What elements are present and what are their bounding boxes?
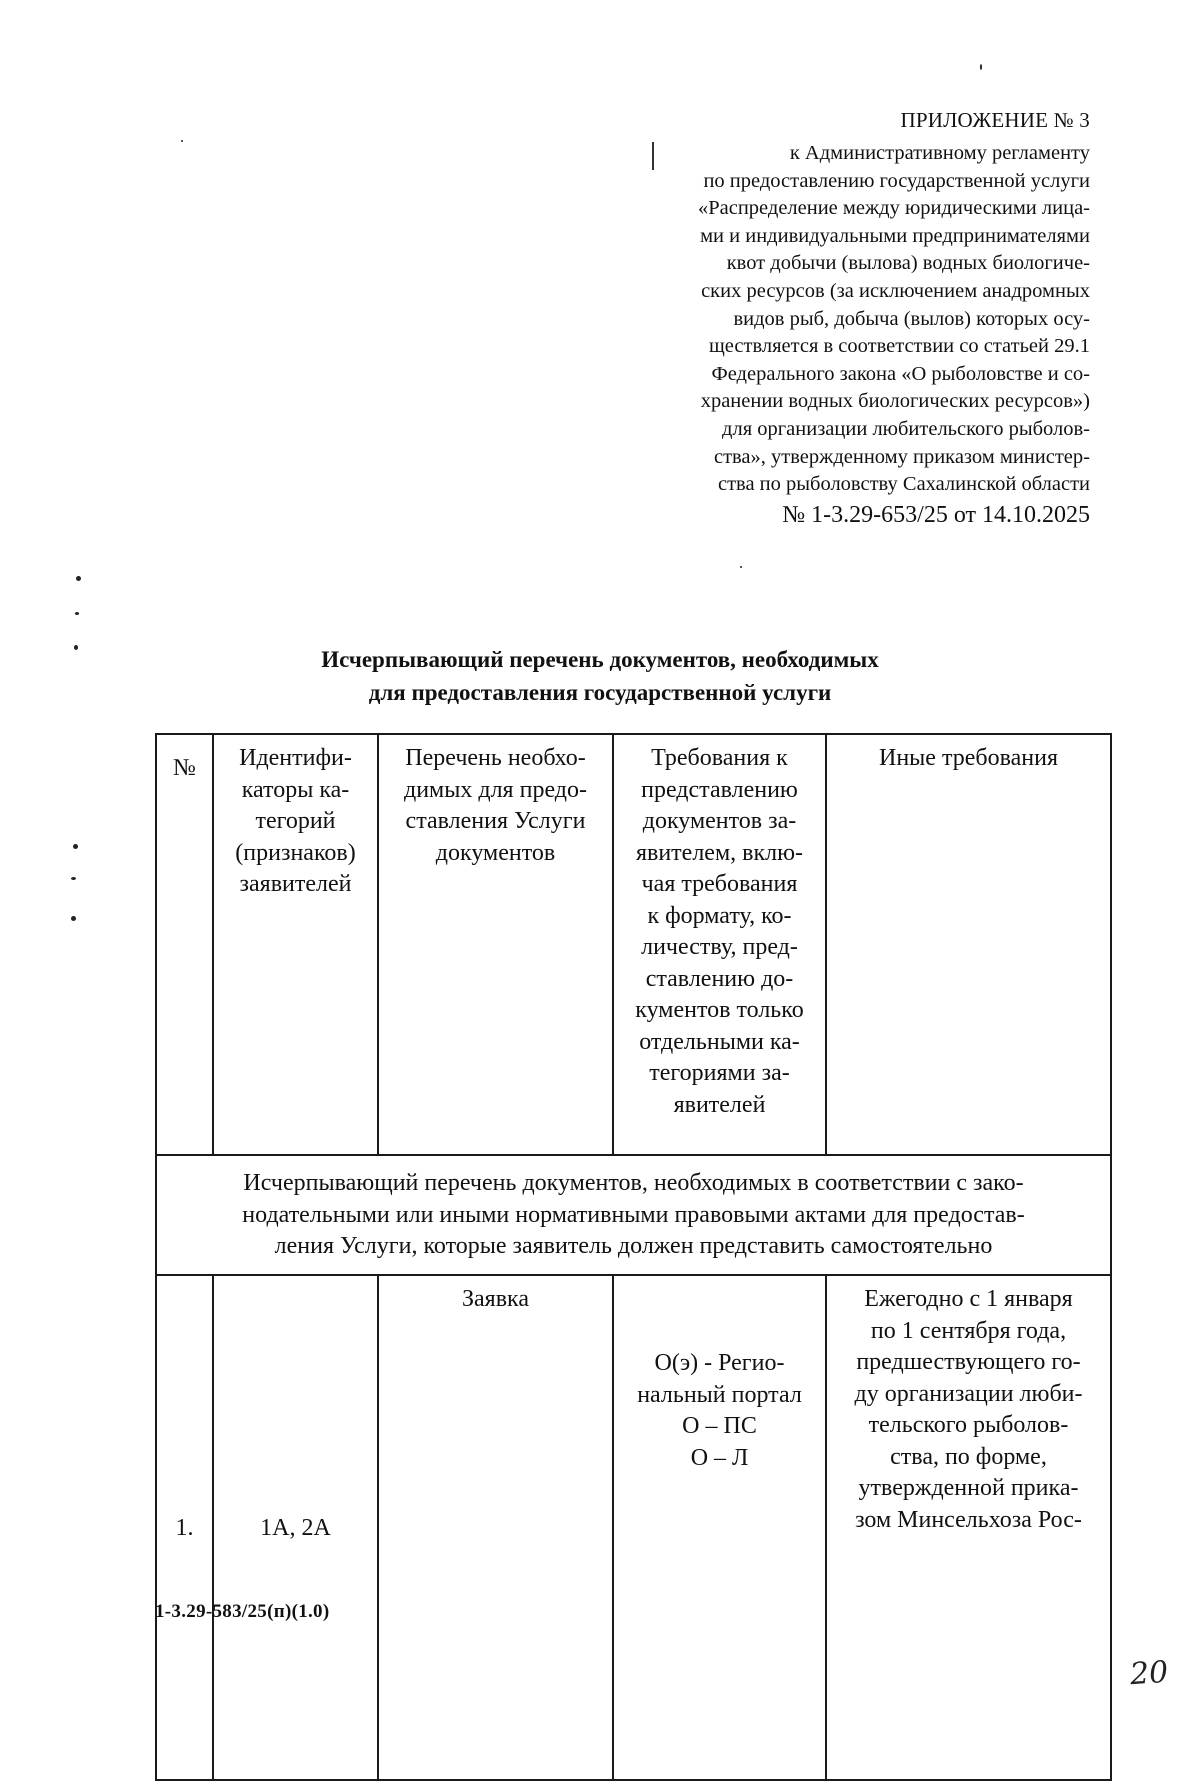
appendix-line: для организации любительского рыболов- bbox=[722, 417, 1090, 440]
header-submission-requirements: Требования к представлению документов за- явителем, вклю- чая требования к формату, ко- личеству, пред- ставлению до- кументов только отдельными ка- тегориями за- явителей bbox=[613, 734, 826, 1155]
row-document: Заявка bbox=[378, 1275, 613, 1780]
documents-table bbox=[155, 733, 1112, 1781]
title-line-2: для предоставления государственной услуги bbox=[368, 680, 832, 705]
order-reference: № 1-3.29-653/25 от 14.10.2025 bbox=[782, 501, 1090, 528]
appendix-line: хранении водных биологических ресурсов») bbox=[700, 390, 1090, 413]
document-code: 1-3.29-583/25(п)(1.0) bbox=[155, 1601, 330, 1622]
handwritten-page-number: 20 bbox=[1128, 1654, 1170, 1693]
scan-speck bbox=[76, 576, 81, 581]
appendix-label: ПРИЛОЖЕНИЕ № 3 bbox=[900, 108, 1090, 132]
scan-speck bbox=[74, 645, 78, 650]
appendix-line: Федерального закона «О рыболовстве и со- bbox=[711, 362, 1090, 385]
scan-speck bbox=[71, 916, 76, 921]
header-other-requirements: Иные требования bbox=[826, 734, 1111, 1155]
scan-speck bbox=[75, 612, 79, 615]
header-number: № bbox=[156, 734, 213, 1155]
appendix-line: ских ресурсов (за исключением анадромных bbox=[701, 279, 1090, 302]
row-identifiers: 1А, 2А bbox=[213, 1275, 378, 1780]
table-header-row bbox=[156, 734, 1111, 1155]
appendix-line: ства», утвержденному приказом министер- bbox=[713, 445, 1090, 468]
appendix-line: ми и индивидуальными предпринимателями bbox=[700, 224, 1090, 247]
scan-speck bbox=[181, 140, 183, 142]
appendix-line: «Распределение между юридическими лица- bbox=[697, 197, 1090, 220]
row-requirements: О(э) - Регио- нальный портал О – ПС О – Л bbox=[613, 1275, 826, 1780]
section-heading: Исчерпывающий перечень документов, необходимых в соответствии с зако- нодательными или иными нормативными правовыми актами для предостав- ления Услуги, которые заявитель должен представить самостоятельно bbox=[156, 1155, 1111, 1275]
scan-speck bbox=[71, 877, 76, 880]
appendix-reference bbox=[610, 140, 1090, 531]
title-line-1: Исчерпывающий перечень документов, необходимых bbox=[321, 647, 879, 672]
scan-speck bbox=[740, 566, 742, 568]
appendix-line: по предоставлению государственной услуги bbox=[703, 169, 1090, 192]
header-applicant-identifiers: Идентифи- каторы ка- тегорий (признаков) заявителей bbox=[213, 734, 378, 1155]
table-section-row bbox=[156, 1155, 1111, 1275]
scan-speck bbox=[73, 844, 78, 849]
appendix-line: к Административному регламенту bbox=[789, 142, 1090, 164]
appendix-line: ществляется в соответствии со статьей 29.1 bbox=[709, 335, 1090, 358]
appendix-line: видов рыб, добыча (вылов) которых осу- bbox=[733, 307, 1090, 330]
appendix-line: ства по рыболовству Сахалинской области bbox=[717, 473, 1090, 496]
scan-speck bbox=[980, 64, 982, 70]
table-row bbox=[156, 1275, 1111, 1780]
header-document-list: Перечень необхо- димых для предо- ставления Услуги документов bbox=[378, 734, 613, 1155]
document-title bbox=[150, 643, 1050, 709]
appendix-line: квот добычи (вылова) водных биологиче- bbox=[726, 252, 1090, 275]
row-other-requirements: Ежегодно с 1 января по 1 сентября года, предшествующего го- ду организации люби- тельского рыболов- ства, по форме, утвержденной прика- зом Минсельхоза Рос- bbox=[826, 1275, 1111, 1780]
row-number: 1. bbox=[156, 1275, 213, 1780]
